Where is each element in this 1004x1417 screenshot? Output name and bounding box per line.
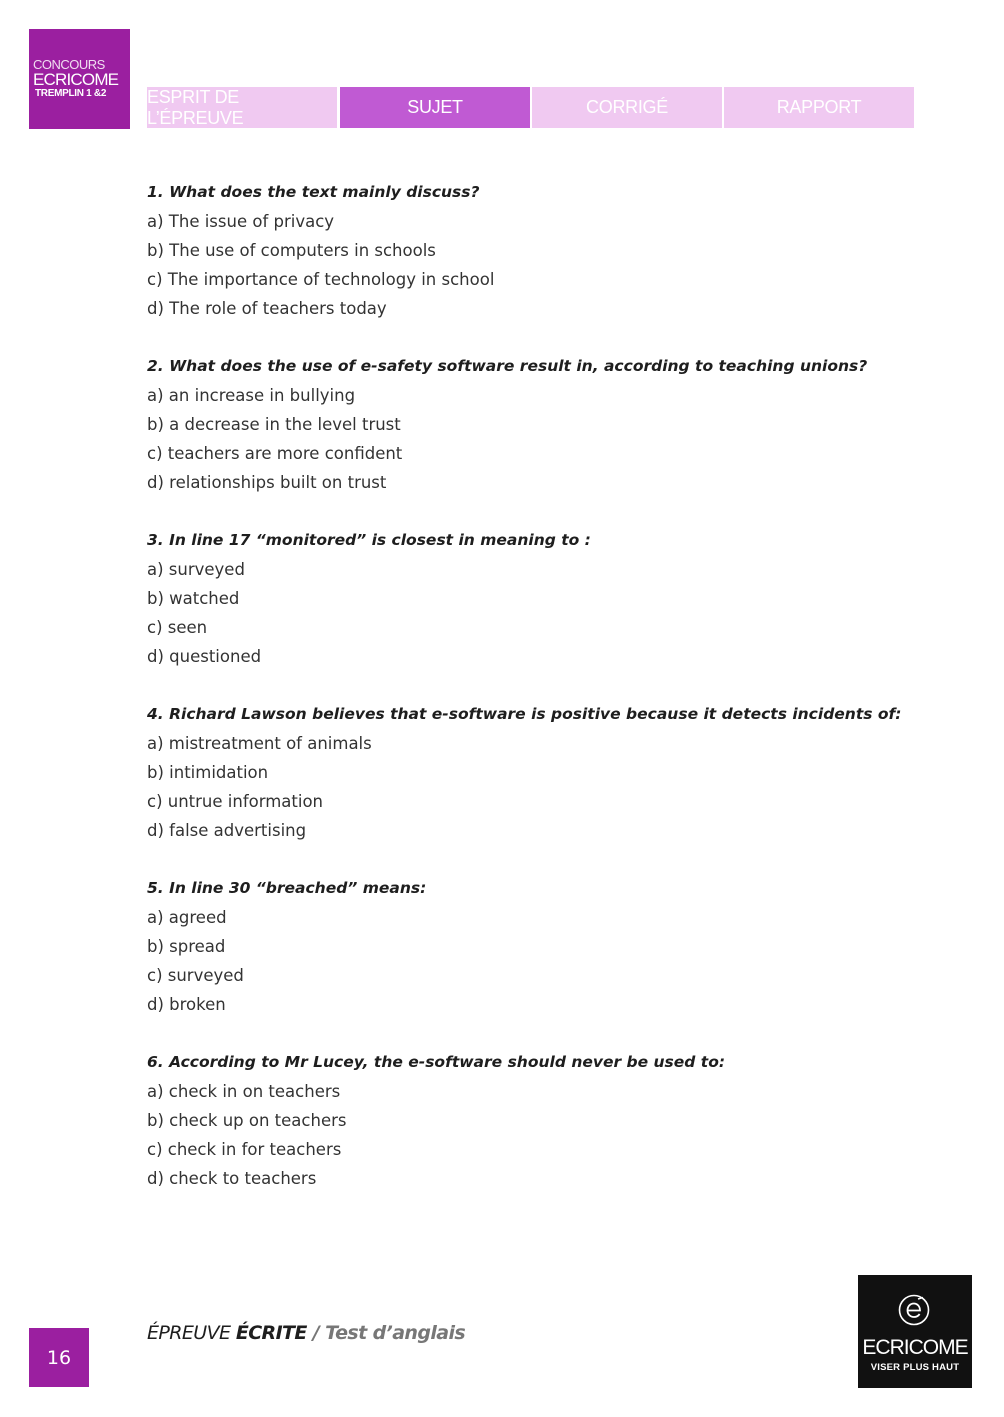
answer-option: d) broken: [147, 995, 226, 1014]
logo-line-concours: CONCOURS: [33, 57, 105, 72]
concours-logo: [29, 29, 130, 129]
answer-option: c) check in for teachers: [147, 1140, 342, 1159]
section-tabs: [147, 87, 915, 128]
answer-option: b) intimidation: [147, 763, 269, 782]
answer-option: b) The use of computers in schools: [147, 241, 436, 260]
answer-option: b) a decrease in the level trust: [147, 415, 401, 434]
answer-option: d) check to teachers: [147, 1169, 317, 1188]
question-title: 3. In line 17 “monitored” is closest in meaning to :: [147, 531, 591, 549]
logo-line-ecricome: ECRICOME: [33, 70, 119, 89]
footer-label-bold: ÉCRITE: [235, 1322, 307, 1344]
answer-option: a) an increase in bullying: [147, 386, 356, 405]
tab-rapport[interactable]: RAPPORT: [724, 87, 914, 128]
question-2: [147, 352, 907, 497]
answer-option: d) questioned: [147, 647, 262, 666]
answer-option: a) surveyed: [147, 560, 245, 579]
answer-option: b) watched: [147, 589, 240, 608]
ecricome-brand-logo: [858, 1275, 972, 1388]
footer-subject: Test d’anglais: [325, 1322, 466, 1344]
answer-option: c) surveyed: [147, 966, 244, 985]
brand-tagline: VISER PLUS HAUT: [870, 1362, 960, 1373]
answer-option: d) relationships built on trust: [147, 473, 387, 492]
question-title: 6. According to Mr Lucey, the e-software should never be used to:: [147, 1053, 726, 1071]
question-3: [147, 526, 907, 671]
tab-sujet[interactable]: SUJET: [340, 87, 530, 128]
answer-option: a) agreed: [147, 908, 227, 927]
answer-option: a) check in on teachers: [147, 1082, 341, 1101]
tab-esprit[interactable]: ESPRIT DE L’ÉPREUVE: [147, 87, 337, 128]
question-6: [147, 1048, 907, 1193]
footer-label-regular: ÉPREUVE: [147, 1322, 236, 1344]
question-5: [147, 874, 907, 1019]
answer-option: a) The issue of privacy: [147, 212, 335, 231]
tab-corrige[interactable]: CORRIGÉ: [532, 87, 722, 128]
answer-option: c) untrue information: [147, 792, 324, 811]
question-list: [147, 178, 907, 1222]
question-title: 2. What does the use of e-safety software result in, according to teaching unions?: [147, 357, 868, 375]
answer-option: d) false advertising: [147, 821, 307, 840]
question-title: 4. Richard Lawson believes that e-software is positive because it detects incidents of:: [147, 705, 902, 723]
question-1: [147, 178, 907, 323]
logo-line-tremplin: TREMPLIN 1 &2: [35, 88, 107, 99]
footer-label: [147, 1322, 465, 1344]
question-title: 5. In line 30 “breached” means:: [147, 879, 427, 897]
page-number: 16: [29, 1328, 89, 1387]
question-title: 1. What does the text mainly discuss?: [147, 183, 480, 201]
answer-option: b) check up on teachers: [147, 1111, 347, 1130]
answer-option: c) The importance of technology in school: [147, 270, 495, 289]
answer-option: a) mistreatment of animals: [147, 734, 372, 753]
answer-option: c) seen: [147, 618, 208, 637]
brand-name: ECRICOME: [862, 1336, 968, 1359]
question-4: [147, 700, 907, 845]
answer-option: d) The role of teachers today: [147, 299, 387, 318]
answer-option: b) spread: [147, 937, 226, 956]
answer-option: c) teachers are more confident: [147, 444, 403, 463]
e-circle-icon: [897, 1293, 931, 1327]
footer-separator: /: [306, 1322, 326, 1344]
